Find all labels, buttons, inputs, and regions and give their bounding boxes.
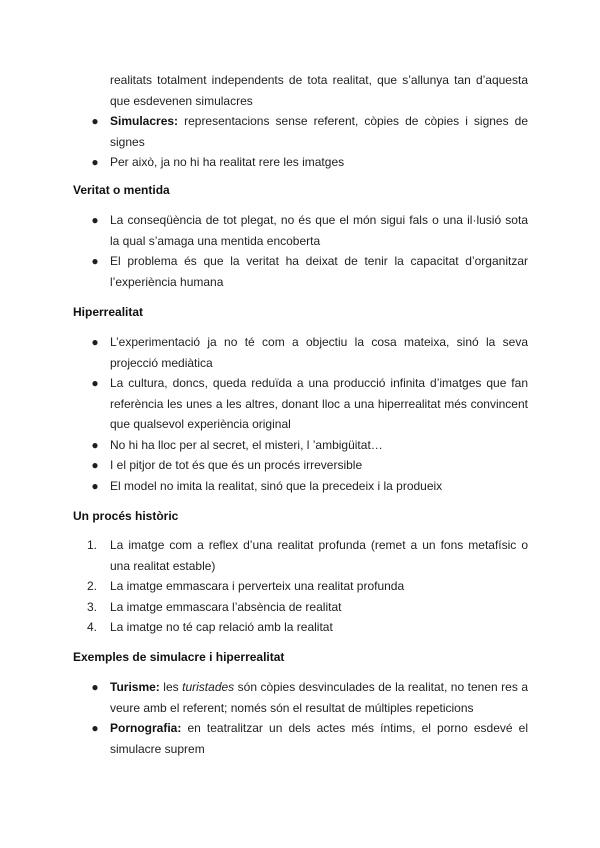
section-heading-hiperrealitat: Hiperrealitat xyxy=(73,305,144,319)
proces-list xyxy=(73,535,528,638)
item-text: representacions sense referent, còpies de còpies i signes de signes xyxy=(110,114,528,149)
item-number: 1. xyxy=(87,538,98,552)
list-item xyxy=(73,718,528,759)
item-text: són còpies desvinculades de la realitat, no tenen res a veure amb el referent; només són el resultat de múltiples repeticions xyxy=(110,680,528,715)
item-text: El problema és que la veritat ha deixat de tenir la capacitat d’organitzar l’experiència humana xyxy=(110,254,528,289)
list-item xyxy=(73,476,528,497)
list-item xyxy=(73,435,528,456)
veritat-list xyxy=(73,210,528,292)
section-heading-veritat: Veritat o mentida xyxy=(73,183,170,197)
item-text: No hi ha lloc per al secret, el misteri, l ’ambigüitat… xyxy=(110,437,383,452)
item-text: les xyxy=(159,680,183,694)
list-item xyxy=(73,677,528,718)
list-item xyxy=(73,152,528,173)
bullet-icon: ● xyxy=(91,478,99,493)
intro-list xyxy=(73,111,528,173)
italic-term: turistades xyxy=(182,680,235,694)
bullet-icon: ● xyxy=(91,213,99,227)
bullet-icon: ● xyxy=(91,721,99,735)
item-text: El model no imita la realitat, sinó que la precedeix i la produeix xyxy=(110,478,443,493)
bullet-icon: ● xyxy=(91,680,99,694)
bullet-icon: ● xyxy=(91,114,99,128)
bullet-icon: ● xyxy=(91,335,99,349)
item-text: La imatge emmascara i perverteix una realitat profunda xyxy=(110,579,405,593)
list-item xyxy=(73,597,528,618)
term-label: Pornografia: xyxy=(110,721,182,735)
continuation-text: realitats totalment independents de tota realitat, que s’allunya tan d’aquesta que esdevenen simulacres xyxy=(110,73,528,108)
list-item xyxy=(73,332,528,373)
exemples-list xyxy=(73,677,528,759)
item-text: Per això, ja no hi ha realitat rere les imatges xyxy=(110,155,345,169)
list-item xyxy=(73,251,528,292)
list-item xyxy=(73,617,528,638)
section-heading-proces: Un procés històric xyxy=(73,509,179,523)
list-item xyxy=(73,455,528,476)
item-text: La cultura, doncs, queda reduïda a una producció infinita d’imatges que fan referència les unes a les altres, donant lloc a una hiperrealitat més convincent que qualsevol experiència original xyxy=(110,376,528,431)
term-label: Simulacres: xyxy=(110,114,179,128)
list-item xyxy=(73,576,528,597)
bullet-icon: ● xyxy=(91,254,99,268)
item-number: 2. xyxy=(87,579,98,593)
term-label: Turisme: xyxy=(110,680,160,694)
list-item xyxy=(73,111,528,152)
item-text: en teatralitzar un dels actes més íntims, el porno esdevé el simulacre suprem xyxy=(110,721,528,756)
item-text: L’experimentació ja no té com a objectiu la cosa mateixa, sinó la seva projecció mediàtica xyxy=(110,335,528,370)
bullet-icon: ● xyxy=(91,376,99,390)
item-text: I el pitjor de tot és que és un procés irreversible xyxy=(110,458,363,472)
list-item xyxy=(73,210,528,251)
section-heading-exemples: Exemples de simulacre i hiperrealitat xyxy=(73,650,285,664)
bullet-icon: ● xyxy=(91,458,99,472)
list-item xyxy=(73,535,528,576)
bullet-icon: ● xyxy=(91,155,99,169)
item-text: La imatge emmascara l’absència de realitat xyxy=(110,599,342,614)
item-text: La imatge no té cap relació amb la realitat xyxy=(110,620,333,634)
item-text: La imatge com a reflex d’una realitat profunda (remet a un fons metafísic o una realitat estable) xyxy=(110,538,528,573)
item-number: 3. xyxy=(87,599,98,614)
item-number: 4. xyxy=(87,620,98,634)
item-text: La conseqüència de tot plegat, no és que el món sigui fals o una il·lusió sota la qual s’amaga una mentida encoberta xyxy=(110,213,528,248)
list-item xyxy=(73,373,528,435)
bullet-icon: ● xyxy=(91,437,99,452)
hiperrealitat-list xyxy=(73,332,528,496)
